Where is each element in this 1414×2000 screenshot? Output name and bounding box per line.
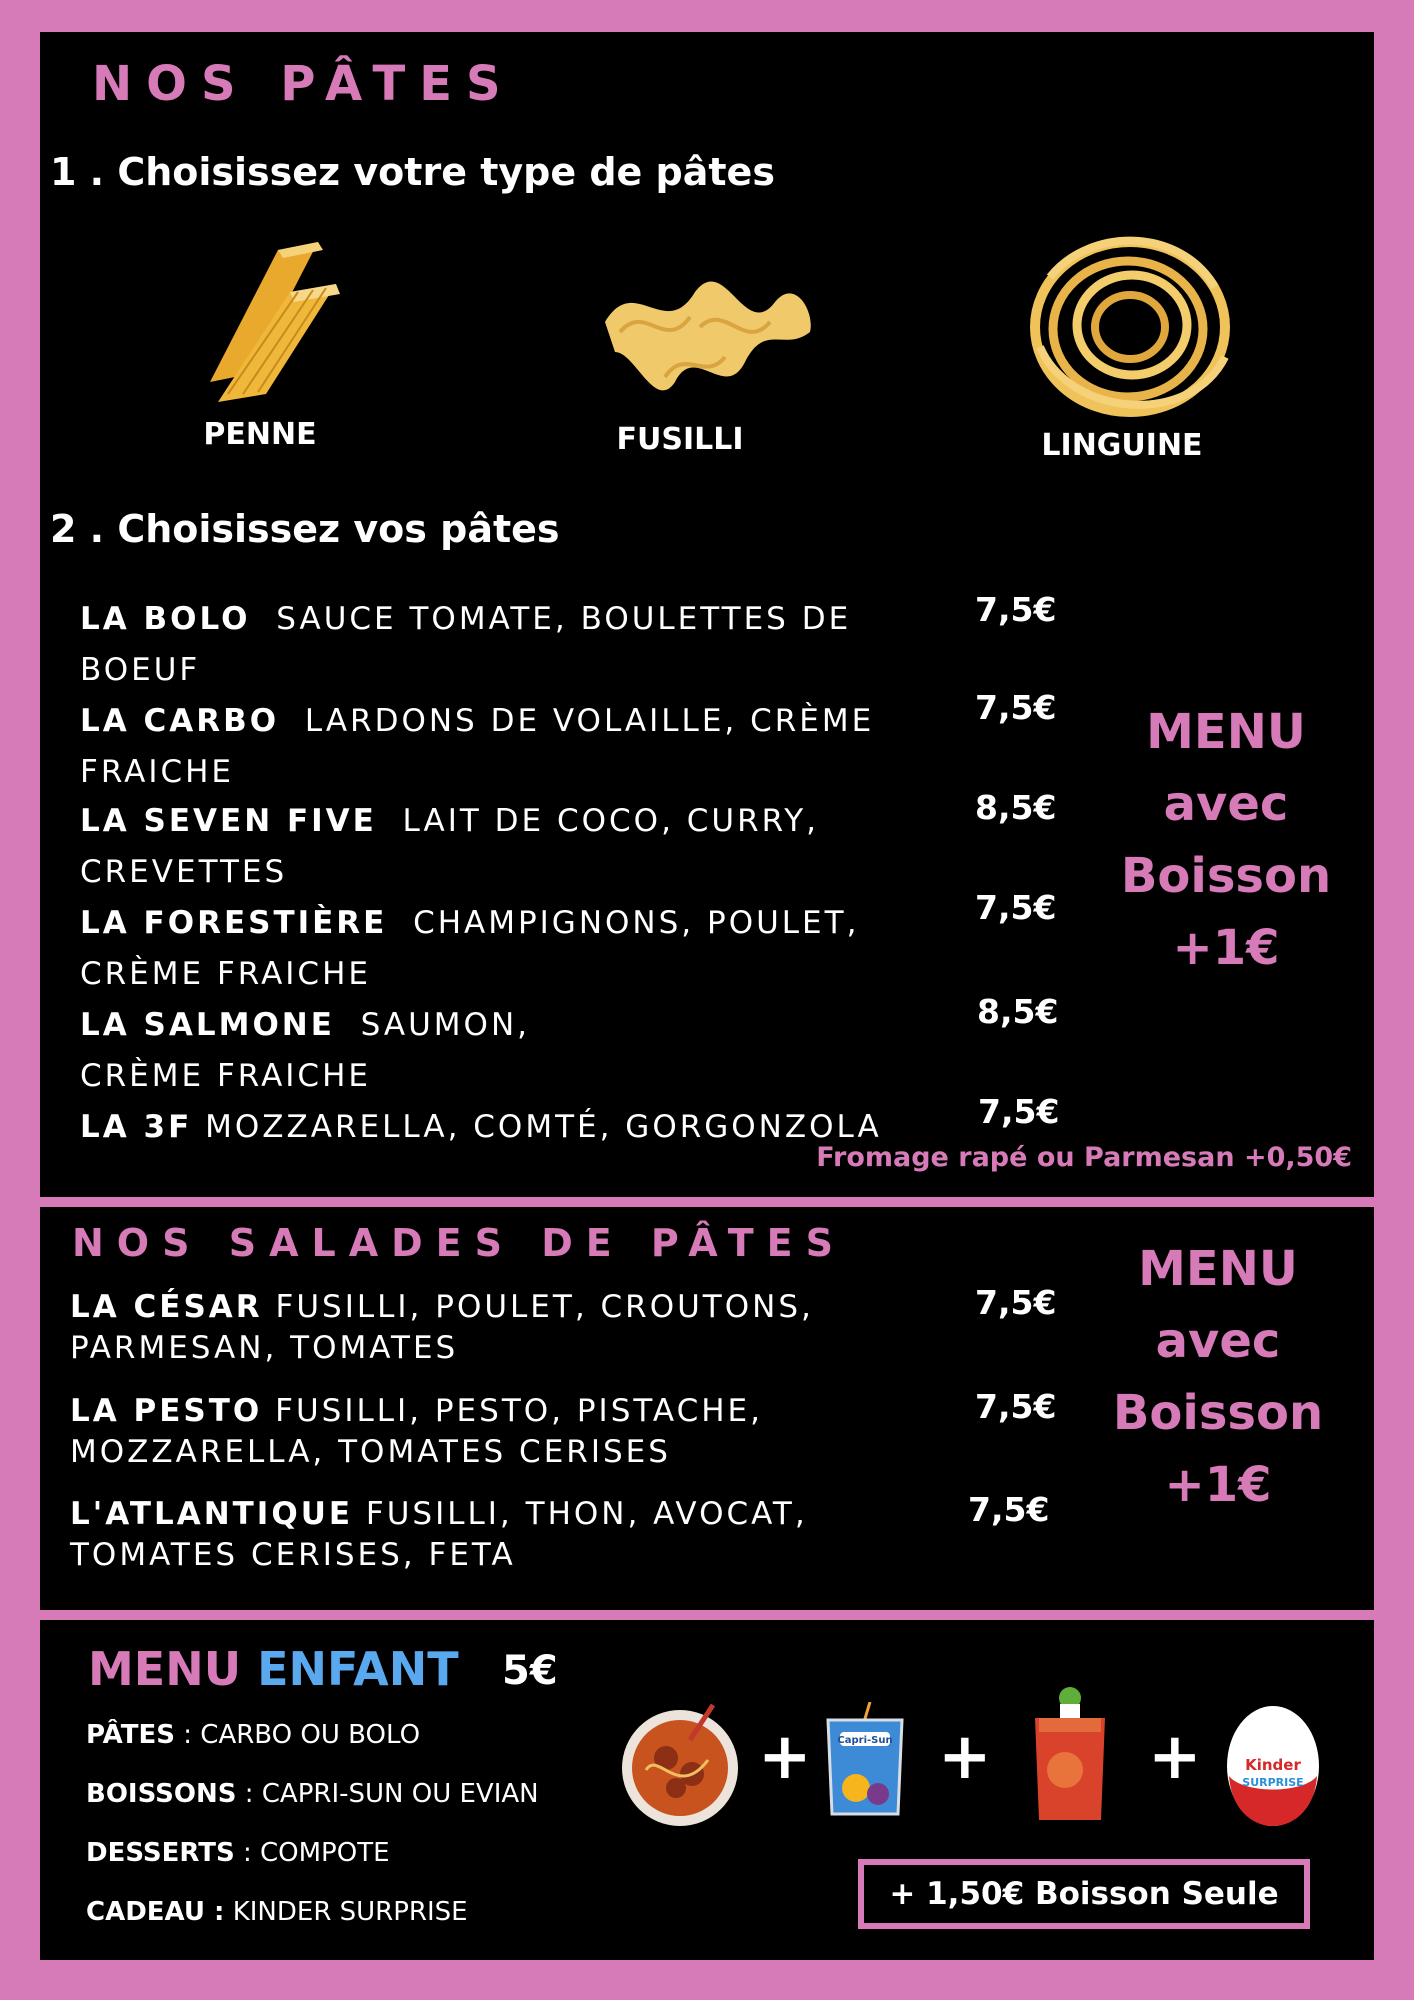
- enfant-line: [86, 1897, 468, 1927]
- step1-heading: 1 . Choisissez votre type de pâtes: [50, 150, 775, 194]
- dish-name: LA 3F: [80, 1109, 193, 1145]
- salad-name: LA CÉSAR: [70, 1289, 263, 1325]
- capri-sun-image: [820, 1702, 910, 1822]
- salad-desc-continued: PARMESAN, TOMATES: [70, 1330, 459, 1366]
- enfant-title-menu: MENU: [88, 1642, 242, 1696]
- menu-offer-line: MENU: [1146, 704, 1306, 760]
- dish-price: 8,5€: [975, 788, 1057, 827]
- dish-price: 7,5€: [975, 590, 1057, 629]
- enfant-panel: [40, 1620, 1374, 1960]
- dish-desc: LAIT DE COCO, CURRY,: [402, 803, 820, 839]
- enfant-line-sep: :: [234, 1838, 260, 1868]
- salad-item: [70, 1494, 930, 1576]
- dish-name: LA SEVEN FIVE: [80, 803, 377, 839]
- plus-sign: +: [1148, 1720, 1202, 1794]
- dish-name: LA SALMONE: [80, 1007, 335, 1043]
- enfant-line-label: PÂTES: [86, 1720, 175, 1750]
- enfant-line-label: CADEAU :: [86, 1897, 225, 1927]
- salad-desc-continued: TOMATES CERISES, FETA: [70, 1537, 516, 1573]
- salad-price: 7,5€: [968, 1490, 1050, 1529]
- fusilli-image: [575, 232, 835, 432]
- enfant-line: [86, 1838, 390, 1868]
- enfant-line-sep: :: [236, 1779, 262, 1809]
- compote-image: [1025, 1686, 1115, 1826]
- pasta-type-linguine: LINGUINE: [1041, 428, 1203, 463]
- kinder-brand-label: Kinder: [1245, 1756, 1301, 1774]
- dish-item: [80, 796, 960, 898]
- dish-desc: SAUMON,: [360, 1007, 530, 1043]
- enfant-line-sep: [224, 1897, 232, 1927]
- dish-desc-continued: BOEUF: [80, 652, 201, 688]
- dish-desc: MOZZARELLA, COMTÉ, GORGONZOLA: [205, 1109, 882, 1145]
- boisson-seule-offer: + 1,50€ Boisson Seule: [889, 1876, 1279, 1912]
- enfant-line-sep: :: [175, 1720, 201, 1750]
- salad-desc-continued: MOZZARELLA, TOMATES CERISES: [70, 1434, 671, 1470]
- enfant-line-value: KINDER SURPRISE: [232, 1897, 468, 1927]
- salad-desc: FUSILLI, THON, AVOCAT,: [365, 1496, 808, 1532]
- menu-offer-line: MENU: [1138, 1241, 1298, 1297]
- pasta-type-penne: PENNE: [203, 417, 317, 452]
- menu-offer-line: avec: [1163, 776, 1289, 832]
- dish-price: 7,5€: [978, 1092, 1060, 1131]
- dish-item: [80, 1000, 960, 1102]
- enfant-line-label: BOISSONS: [86, 1779, 237, 1809]
- menu-boisson-offer: [1098, 1233, 1338, 1521]
- fromage-extra: Fromage rapé ou Parmesan +0,50€: [816, 1142, 1352, 1173]
- salad-item: [70, 1287, 930, 1369]
- enfant-title-enfant: ENFANT: [257, 1642, 459, 1696]
- dish-name: LA CARBO: [80, 703, 280, 739]
- enfant-line-value: CAPRI-SUN OU EVIAN: [261, 1779, 539, 1809]
- dish-desc-continued: CRÈME FRAICHE: [80, 956, 371, 992]
- salad-item: [70, 1391, 930, 1473]
- dish-item: [80, 594, 960, 696]
- menu-offer-line: Boisson: [1112, 1385, 1324, 1441]
- dish-item: [80, 696, 960, 798]
- dish-desc-continued: CREVETTES: [80, 854, 288, 890]
- pasta-type-fusilli: FUSILLI: [616, 422, 744, 457]
- salades-panel: [40, 1207, 1374, 1610]
- menu-boisson-offer: [1106, 696, 1346, 984]
- step2-heading: 2 . Choisissez vos pâtes: [50, 507, 560, 551]
- pates-title: NOS PÂTES: [92, 56, 515, 112]
- pates-panel: [40, 32, 1374, 1197]
- menu-offer-line: avec: [1155, 1313, 1281, 1369]
- enfant-line-label: DESSERTS: [86, 1838, 235, 1868]
- salades-title: NOS SALADES DE PÂTES: [72, 1221, 847, 1265]
- menu-offer-line: +1€: [1164, 1457, 1272, 1513]
- dish-desc-continued: CRÈME FRAICHE: [80, 1058, 371, 1094]
- pasta-plate-image: [618, 1700, 748, 1830]
- enfant-line-value: COMPOTE: [260, 1838, 390, 1868]
- salad-price: 7,5€: [975, 1387, 1057, 1426]
- salad-price: 7,5€: [975, 1283, 1057, 1322]
- enfant-line: [86, 1720, 420, 1750]
- plus-sign: +: [758, 1720, 812, 1794]
- dish-name: LA BOLO: [80, 601, 251, 637]
- linguine-image: [1020, 217, 1240, 437]
- salad-desc: FUSILLI, PESTO, PISTACHE,: [275, 1393, 763, 1429]
- enfant-line-value: CARBO OU BOLO: [200, 1720, 421, 1750]
- enfant-price: 5€: [502, 1648, 558, 1694]
- kinder-surprise-label: SURPRISE: [1242, 1776, 1304, 1789]
- kinder-surprise-image: [1223, 1698, 1323, 1828]
- enfant-line: [86, 1779, 539, 1809]
- penne-image: [158, 222, 358, 442]
- dish-price: 7,5€: [975, 688, 1057, 727]
- dish-price: 8,5€: [977, 992, 1059, 1031]
- dish-desc: CHAMPIGNONS, POULET,: [413, 905, 860, 941]
- capri-sun-label: Capri-Sun: [837, 1735, 893, 1746]
- dish-item: [80, 898, 960, 1000]
- menu-offer-line: +1€: [1172, 920, 1280, 976]
- salad-name: LA PESTO: [70, 1393, 263, 1429]
- dish-desc: LARDONS DE VOLAILLE, CRÈME: [304, 703, 875, 739]
- dish-name: LA FORESTIÈRE: [80, 905, 388, 941]
- enfant-title: [88, 1642, 459, 1696]
- salad-name: L'ATLANTIQUE: [70, 1496, 354, 1532]
- salad-desc: FUSILLI, POULET, CROUTONS,: [275, 1289, 814, 1325]
- dish-desc-continued: FRAICHE: [80, 754, 235, 790]
- dish-desc: SAUCE TOMATE, BOULETTES DE: [276, 601, 852, 637]
- menu-offer-line: Boisson: [1120, 848, 1332, 904]
- dish-price: 7,5€: [975, 888, 1057, 927]
- plus-sign: +: [938, 1720, 992, 1794]
